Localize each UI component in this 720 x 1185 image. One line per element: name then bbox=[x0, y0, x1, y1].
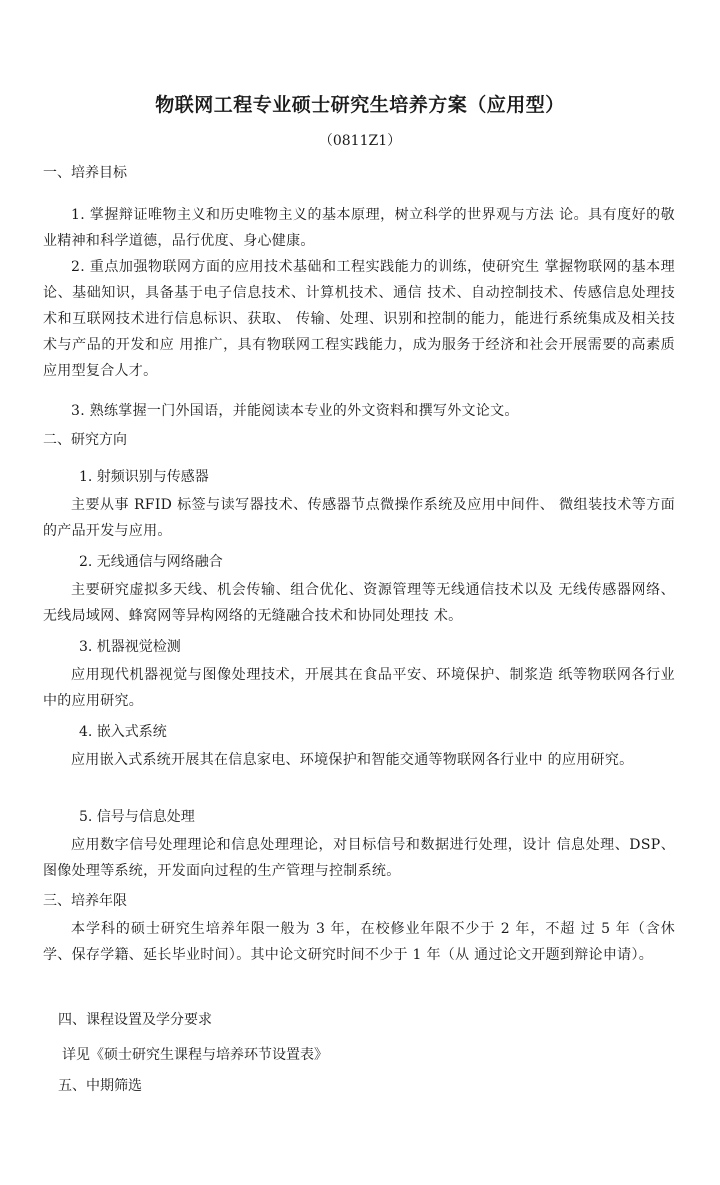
section-heading-duration: 三、培养年限 bbox=[43, 893, 127, 909]
courses-reference: 详见《硕士研究生课程与培养环节设置表》 bbox=[62, 1047, 328, 1063]
direction-4-title: 4. 嵌入式系统 bbox=[79, 724, 167, 740]
direction-2-title: 2. 无线通信与网络融合 bbox=[79, 554, 223, 570]
goal-item-3: 3. 熟练掌握一门外国语，并能阅读本专业的外文资料和撰写外文论文。 bbox=[71, 403, 519, 419]
document-title: 物联网工程专业硕士研究生培养方案（应用型） bbox=[155, 94, 565, 116]
direction-4-text: 应用嵌入式系统开展其在信息家电、环境保护和智能交通等物联网各行业中 的应用研究。 bbox=[71, 752, 634, 768]
goal-item-1: 1. 掌握辩证唯物主义和历史唯物主义的基本原理，树立科学的世界观与方法 论。具有度好的敬业精神和科学道德，品行优度、身心健康。 bbox=[43, 207, 675, 249]
direction-5-title: 5. 信号与信息处理 bbox=[79, 809, 195, 825]
direction-5-text: 应用数字信号处理理论和信息处理理论，对目标信号和数据进行处理，设计 信息处理、DSP、图像处理等系统，开发面向过程的生产管理与控制系统。 bbox=[43, 837, 675, 879]
direction-2-text: 主要研究虚拟多天线、机会传输、组合优化、资源管理等无线通信技术以及 无线传感器网络、无线局域网、蜂窝网等异构网络的无缝融合技术和协同处理技 术。 bbox=[43, 582, 675, 624]
duration-text: 本学科的硕士研究生培养年限一般为 3 年，在校修业年限不少于 2 年，不超 过 5 年（含休学、保存学籍、延长毕业时间）。其中论文研究时间不少于 1 年（从 通过论文开题到辩论申请）。 bbox=[43, 921, 675, 963]
section-heading-courses: 四、课程设置及学分要求 bbox=[58, 1012, 212, 1028]
section-heading-midterm: 五、中期筛选 bbox=[58, 1078, 142, 1094]
direction-3-text: 应用现代机器视觉与图像处理技术，开展其在食品平安、环境保护、制浆造 纸等物联网各行业中的应用研究。 bbox=[43, 667, 675, 709]
section-heading-directions: 二、研究方向 bbox=[43, 432, 127, 448]
direction-1-title: 1. 射频识别与传感器 bbox=[79, 469, 209, 485]
direction-3-title: 3. 机器视觉检测 bbox=[79, 639, 181, 655]
direction-1-text: 主要从事 RFID 标签与读写器技术、传感器节点微操作系统及应用中间件、 微组装技术等方面的产品开发与应用。 bbox=[43, 497, 675, 539]
goal-item-2: 2. 重点加强物联网方面的应用技术基础和工程实践能力的训练，使研究生 掌握物联网的基本理论、基础知识，具备基于电子信息技术、计算机技术、通信 技术、自动控制技术、传感信息处理技术和互联网技术进行信息标识、获取、 传输、处理、识别和控制的能力，能进行系统集成及相关技术与产品的开发和应 用推广，具有物联网工程实践能力，成为服务于经济和社会开展需要的高素质 应用型复合人才。 bbox=[43, 259, 675, 379]
section-heading-goals: 一、培养目标 bbox=[43, 165, 127, 181]
program-code: （0811Z1） bbox=[318, 133, 402, 149]
